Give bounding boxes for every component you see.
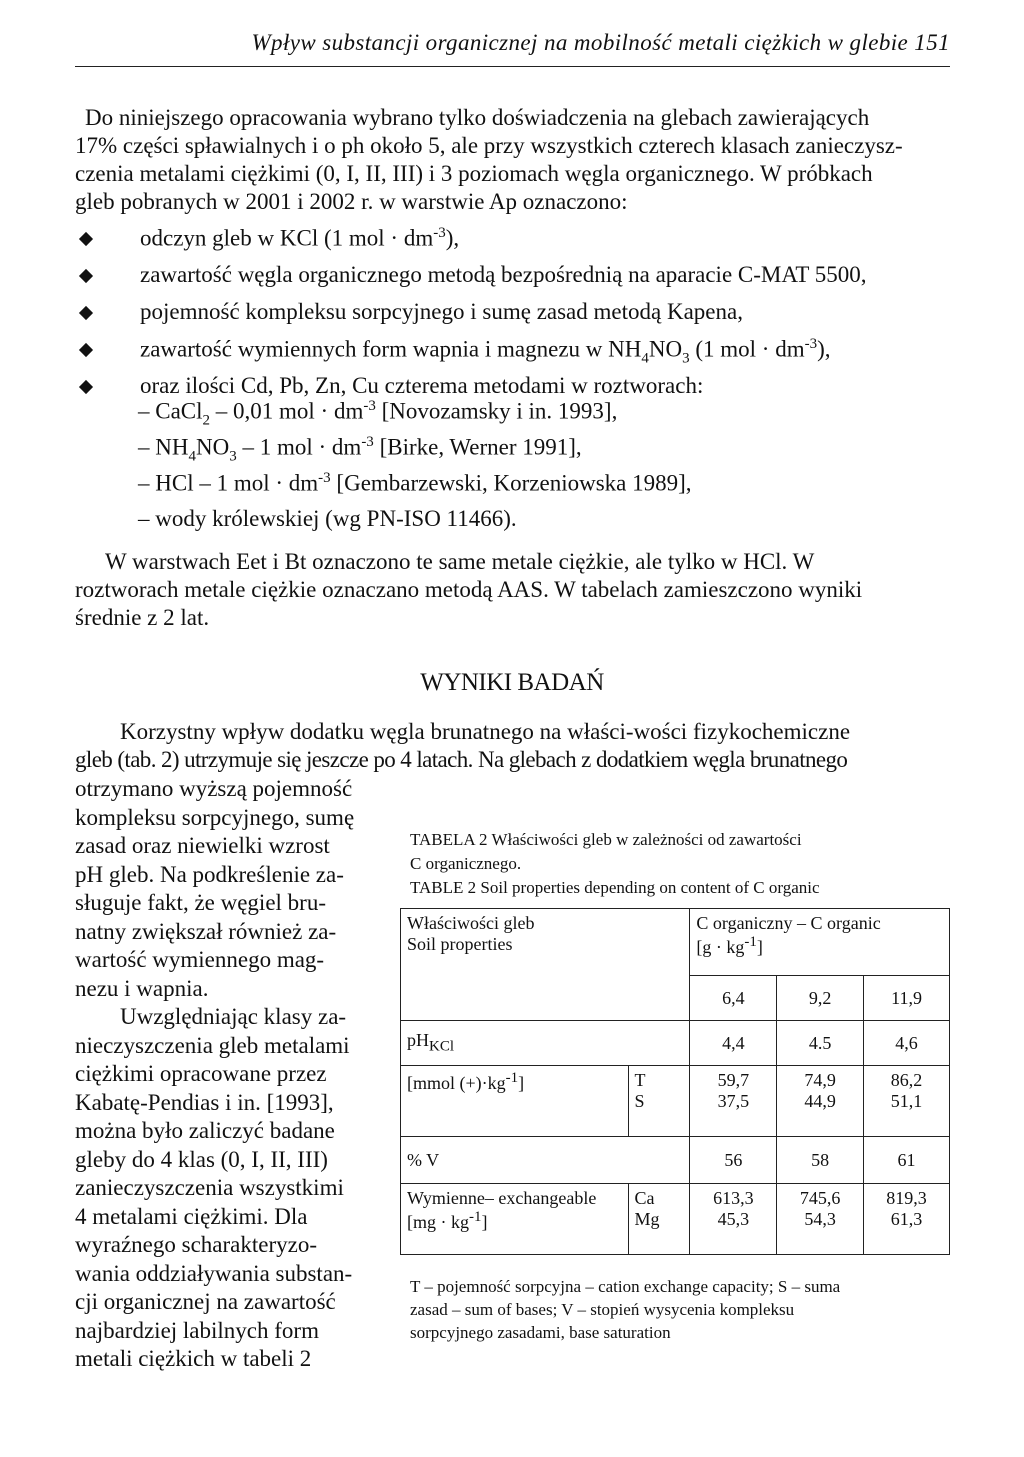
superscript: -3	[433, 225, 446, 241]
text-line: najbardziej labilnych form	[75, 1317, 319, 1343]
text-line: Uwzględniając klasy za-	[120, 1004, 347, 1029]
level-cell: 9,2	[777, 976, 864, 1021]
table-cell	[777, 1184, 864, 1255]
bullet-item	[75, 299, 950, 336]
text-line: gleb (tab. 2) utrzymuje się jeszcze po 4 latach. Na glebach z dodatkiem węgla brunatnego	[75, 747, 848, 772]
level-cell: 6,4	[690, 976, 777, 1021]
running-header: Wpływ substancji organicznej na mobilność metali ciężkich w glebie 151	[251, 30, 950, 55]
table-row	[401, 1137, 950, 1184]
superscript: -3	[361, 434, 374, 450]
method-text: [Birke, Werner 1991],	[373, 434, 582, 460]
t-value: 86,2	[890, 1070, 923, 1090]
mg-value: 54,3	[804, 1209, 836, 1229]
text-line: Kabatę-Pendias i in. [1993],	[75, 1089, 334, 1115]
mg-label: Mg	[634, 1209, 660, 1229]
header-cell-properties	[401, 909, 690, 1021]
method-text: – HCl – 1 mol · dm	[138, 470, 319, 496]
table-row	[401, 1184, 950, 1255]
superscript: -1	[505, 1070, 519, 1086]
table-cell: 61	[864, 1137, 950, 1184]
text-line: wartość wymiennego mag-	[75, 947, 325, 972]
diamond-bullet-icon	[79, 343, 93, 357]
t-value: 74,9	[804, 1070, 836, 1090]
text-line: ciężkimi opracowane przez	[75, 1061, 327, 1086]
left-column-text	[75, 775, 375, 1374]
text-line: cji organicznej na zawartość	[75, 1289, 336, 1314]
row-sublabel-cell	[628, 1066, 690, 1137]
method-item	[138, 506, 692, 542]
text-line: kompleksu sorpcyjnego, sumę	[75, 804, 355, 830]
table-cell	[690, 1066, 777, 1137]
table-cell	[864, 1066, 950, 1137]
header-c-organic: C organiczny – C organic	[696, 913, 881, 933]
intro-paragraph	[75, 104, 950, 216]
caption-line: C organicznego.	[410, 854, 522, 873]
ca-value: 745,6	[799, 1188, 841, 1208]
text-line: zasad oraz niewielki wzrost	[75, 833, 330, 858]
bullet-item	[75, 225, 950, 262]
row-sublabel-cell	[628, 1184, 690, 1255]
table-cell: 56	[690, 1137, 777, 1184]
table-cell	[690, 1184, 777, 1255]
bullet-item	[75, 262, 950, 299]
method-text: – 1 mol · dm	[236, 434, 362, 460]
ph-label: pH	[407, 1030, 429, 1051]
method-text: – NH	[138, 434, 189, 460]
section-title: WYNIKI BADAŃ	[420, 669, 604, 696]
header-prop-en: Soil properties	[407, 934, 513, 954]
table-footnote	[410, 1275, 955, 1344]
t-value: 59,7	[717, 1070, 750, 1090]
bullet-text: NO	[648, 336, 683, 362]
method-text: – 0,01 mol · dm	[210, 398, 364, 424]
method-text: – CaCl	[138, 398, 203, 424]
unit-text: ]	[756, 937, 763, 957]
s-label: S	[634, 1091, 645, 1111]
table-cell: 4,4	[690, 1021, 777, 1066]
paragraph-3	[75, 718, 950, 774]
superscript: -1	[469, 1209, 482, 1225]
text-line: W warstwach Eet i Bt oznaczono te same metale ciężkie, ale tylko w HCl. W	[105, 549, 815, 574]
ca-value: 613,3	[713, 1188, 754, 1208]
table-row	[401, 909, 950, 976]
mg-value: 45,3	[717, 1209, 750, 1229]
bullet-list	[75, 225, 950, 410]
table-caption	[410, 828, 950, 900]
table-cell	[777, 1066, 864, 1137]
text-line: średnie z 2 lat.	[75, 605, 210, 630]
diamond-bullet-icon	[79, 306, 93, 320]
text-line: nieczyszczenia gleb metalami	[75, 1032, 350, 1058]
text-line: zanieczyszczenia wszystkimi	[75, 1175, 344, 1200]
caption-line: TABLE 2 Soil properties depending on content of C organic	[410, 878, 820, 897]
unit-text: [mg · kg	[407, 1212, 469, 1232]
method-text: [Novozamsky i in. 1993],	[375, 398, 618, 424]
caption-line: TABELA 2 Właściwości gleb w zależności od zawartości	[410, 830, 802, 849]
level-cell: 11,9	[864, 976, 950, 1021]
bullet-text: ),	[817, 336, 831, 362]
row-label-v: % V	[401, 1137, 690, 1184]
subscript: 4	[188, 448, 196, 465]
subscript: 3	[682, 350, 690, 367]
table-cell: 4,6	[864, 1021, 950, 1066]
bullet-text: zawartość wymiennych form wapnia i magnezu w NH	[140, 336, 642, 362]
unit-text: ]	[481, 1212, 488, 1232]
text-line: otrzymano wyższą pojemność	[75, 776, 353, 801]
subscript: 2	[202, 412, 211, 429]
ca-value: 819,3	[886, 1188, 927, 1208]
soil-properties-table	[400, 908, 950, 1255]
text-line: można było zaliczyć badane	[75, 1118, 335, 1143]
text-line: pH gleb. Na podkreślenie za-	[75, 861, 344, 887]
unit-text: [g · kg	[696, 937, 745, 957]
superscript: -3	[804, 336, 818, 352]
method-item	[138, 398, 692, 434]
bullet-text: odczyn gleb w KCl (1 mol · dm	[140, 225, 434, 251]
method-text: [Gembarzewski, Korzeniowska 1989],	[330, 470, 692, 496]
header-unit	[696, 934, 943, 958]
method-item	[138, 470, 692, 506]
footnote-line: sorpcyjnego zasadami, base saturation	[410, 1323, 671, 1342]
text-line: natny zwiększał również za-	[75, 918, 337, 944]
text-line: 17% części spławialnych i o ph około 5, ale przy wszystkich czterech klasach zanieczysz-	[75, 133, 903, 158]
text-line: Korzystny wpływ dodatku węgla brunatnego na właści-wości fizykochemiczne	[120, 719, 851, 744]
text-line: 4 metalami ciężkimi. Dla	[75, 1203, 308, 1229]
header-prop-pl: Właściwości gleb	[407, 913, 535, 933]
methods-list	[138, 398, 692, 542]
row-label-ph	[401, 1021, 690, 1066]
table-row	[401, 1066, 950, 1137]
text-line: sługuje fakt, że węgiel bru-	[75, 890, 326, 915]
exch-unit	[407, 1209, 622, 1233]
paragraph-2	[75, 548, 950, 632]
table-cell: 4.5	[777, 1021, 864, 1066]
s-value: 44,9	[804, 1091, 836, 1111]
diamond-bullet-icon	[79, 269, 93, 283]
bullet-item	[75, 336, 950, 373]
subscript: 3	[229, 448, 237, 465]
table-row	[401, 1021, 950, 1066]
text-line: czenia metalami ciężkimi (0, I, II, III) i 3 poziomach węgla organicznego. W próbkach	[75, 161, 873, 186]
superscript: -3	[363, 398, 376, 414]
footnote-line: zasad – sum of bases; V – stopień wysycenia kompleksu	[410, 1300, 795, 1319]
text-line: roztworach metale ciężkie oznaczano metodą AAS. W tabelach zamieszczono wyniki	[75, 577, 863, 602]
method-item	[138, 434, 692, 470]
diamond-bullet-icon	[79, 380, 93, 394]
bullet-text: zawartość węgla organicznego metodą bezpośrednią na aparacie C-MAT 5500,	[140, 262, 867, 287]
header-cell-c-organic	[690, 909, 950, 976]
superscript: -3	[318, 470, 331, 486]
table-cell	[864, 1184, 950, 1255]
ca-label: Ca	[634, 1188, 655, 1208]
method-text: NO	[195, 434, 230, 460]
bullet-text: ),	[445, 225, 460, 251]
t-label: T	[634, 1070, 646, 1090]
text-line: metali ciężkich w tabeli 2	[75, 1346, 312, 1371]
s-value: 51,1	[890, 1091, 923, 1111]
mmol-label: [mmol (+)·kg	[407, 1073, 506, 1093]
text-line: nezu i wapnia.	[75, 975, 209, 1001]
table-cell: 58	[777, 1137, 864, 1184]
mmol-label: ]	[518, 1073, 525, 1093]
mg-value: 61,3	[890, 1209, 923, 1229]
bullet-text: pojemność kompleksu sorpcyjnego i sumę zasad metodą Kapena,	[140, 299, 743, 324]
subscript: 4	[641, 350, 649, 367]
text-line: gleb pobranych w 2001 i 2002 r. w warstwie Ap oznaczono:	[75, 189, 628, 214]
superscript: -1	[744, 934, 757, 950]
bullet-text: (1 mol · dm	[689, 336, 805, 362]
header-rule	[75, 66, 950, 67]
row-label-mmol	[401, 1066, 629, 1137]
method-text: – wody królewskiej (wg PN-ISO 11466).	[138, 506, 517, 531]
row-label-exchangeable	[401, 1184, 629, 1255]
footnote-line: T – pojemność sorpcyjna – cation exchange capacity; S – suma	[410, 1277, 841, 1296]
s-value: 37,5	[717, 1091, 750, 1111]
text-line: Do niniejszego opracowania wybrano tylko doświadczenia na glebach zawierających	[85, 105, 870, 130]
diamond-bullet-icon	[79, 232, 93, 246]
bullet-text: oraz ilości Cd, Pb, Zn, Cu czterema metodami w roztworach:	[140, 373, 704, 398]
text-line: wania oddziaływania substan-	[75, 1260, 353, 1286]
text-line: wyraźnego scharakteryzo-	[75, 1232, 318, 1257]
text-line: gleby do 4 klas (0, I, II, III)	[75, 1146, 328, 1172]
exch-label: Wymienne– exchangeable	[407, 1188, 597, 1208]
subscript: KCl	[429, 1038, 455, 1055]
